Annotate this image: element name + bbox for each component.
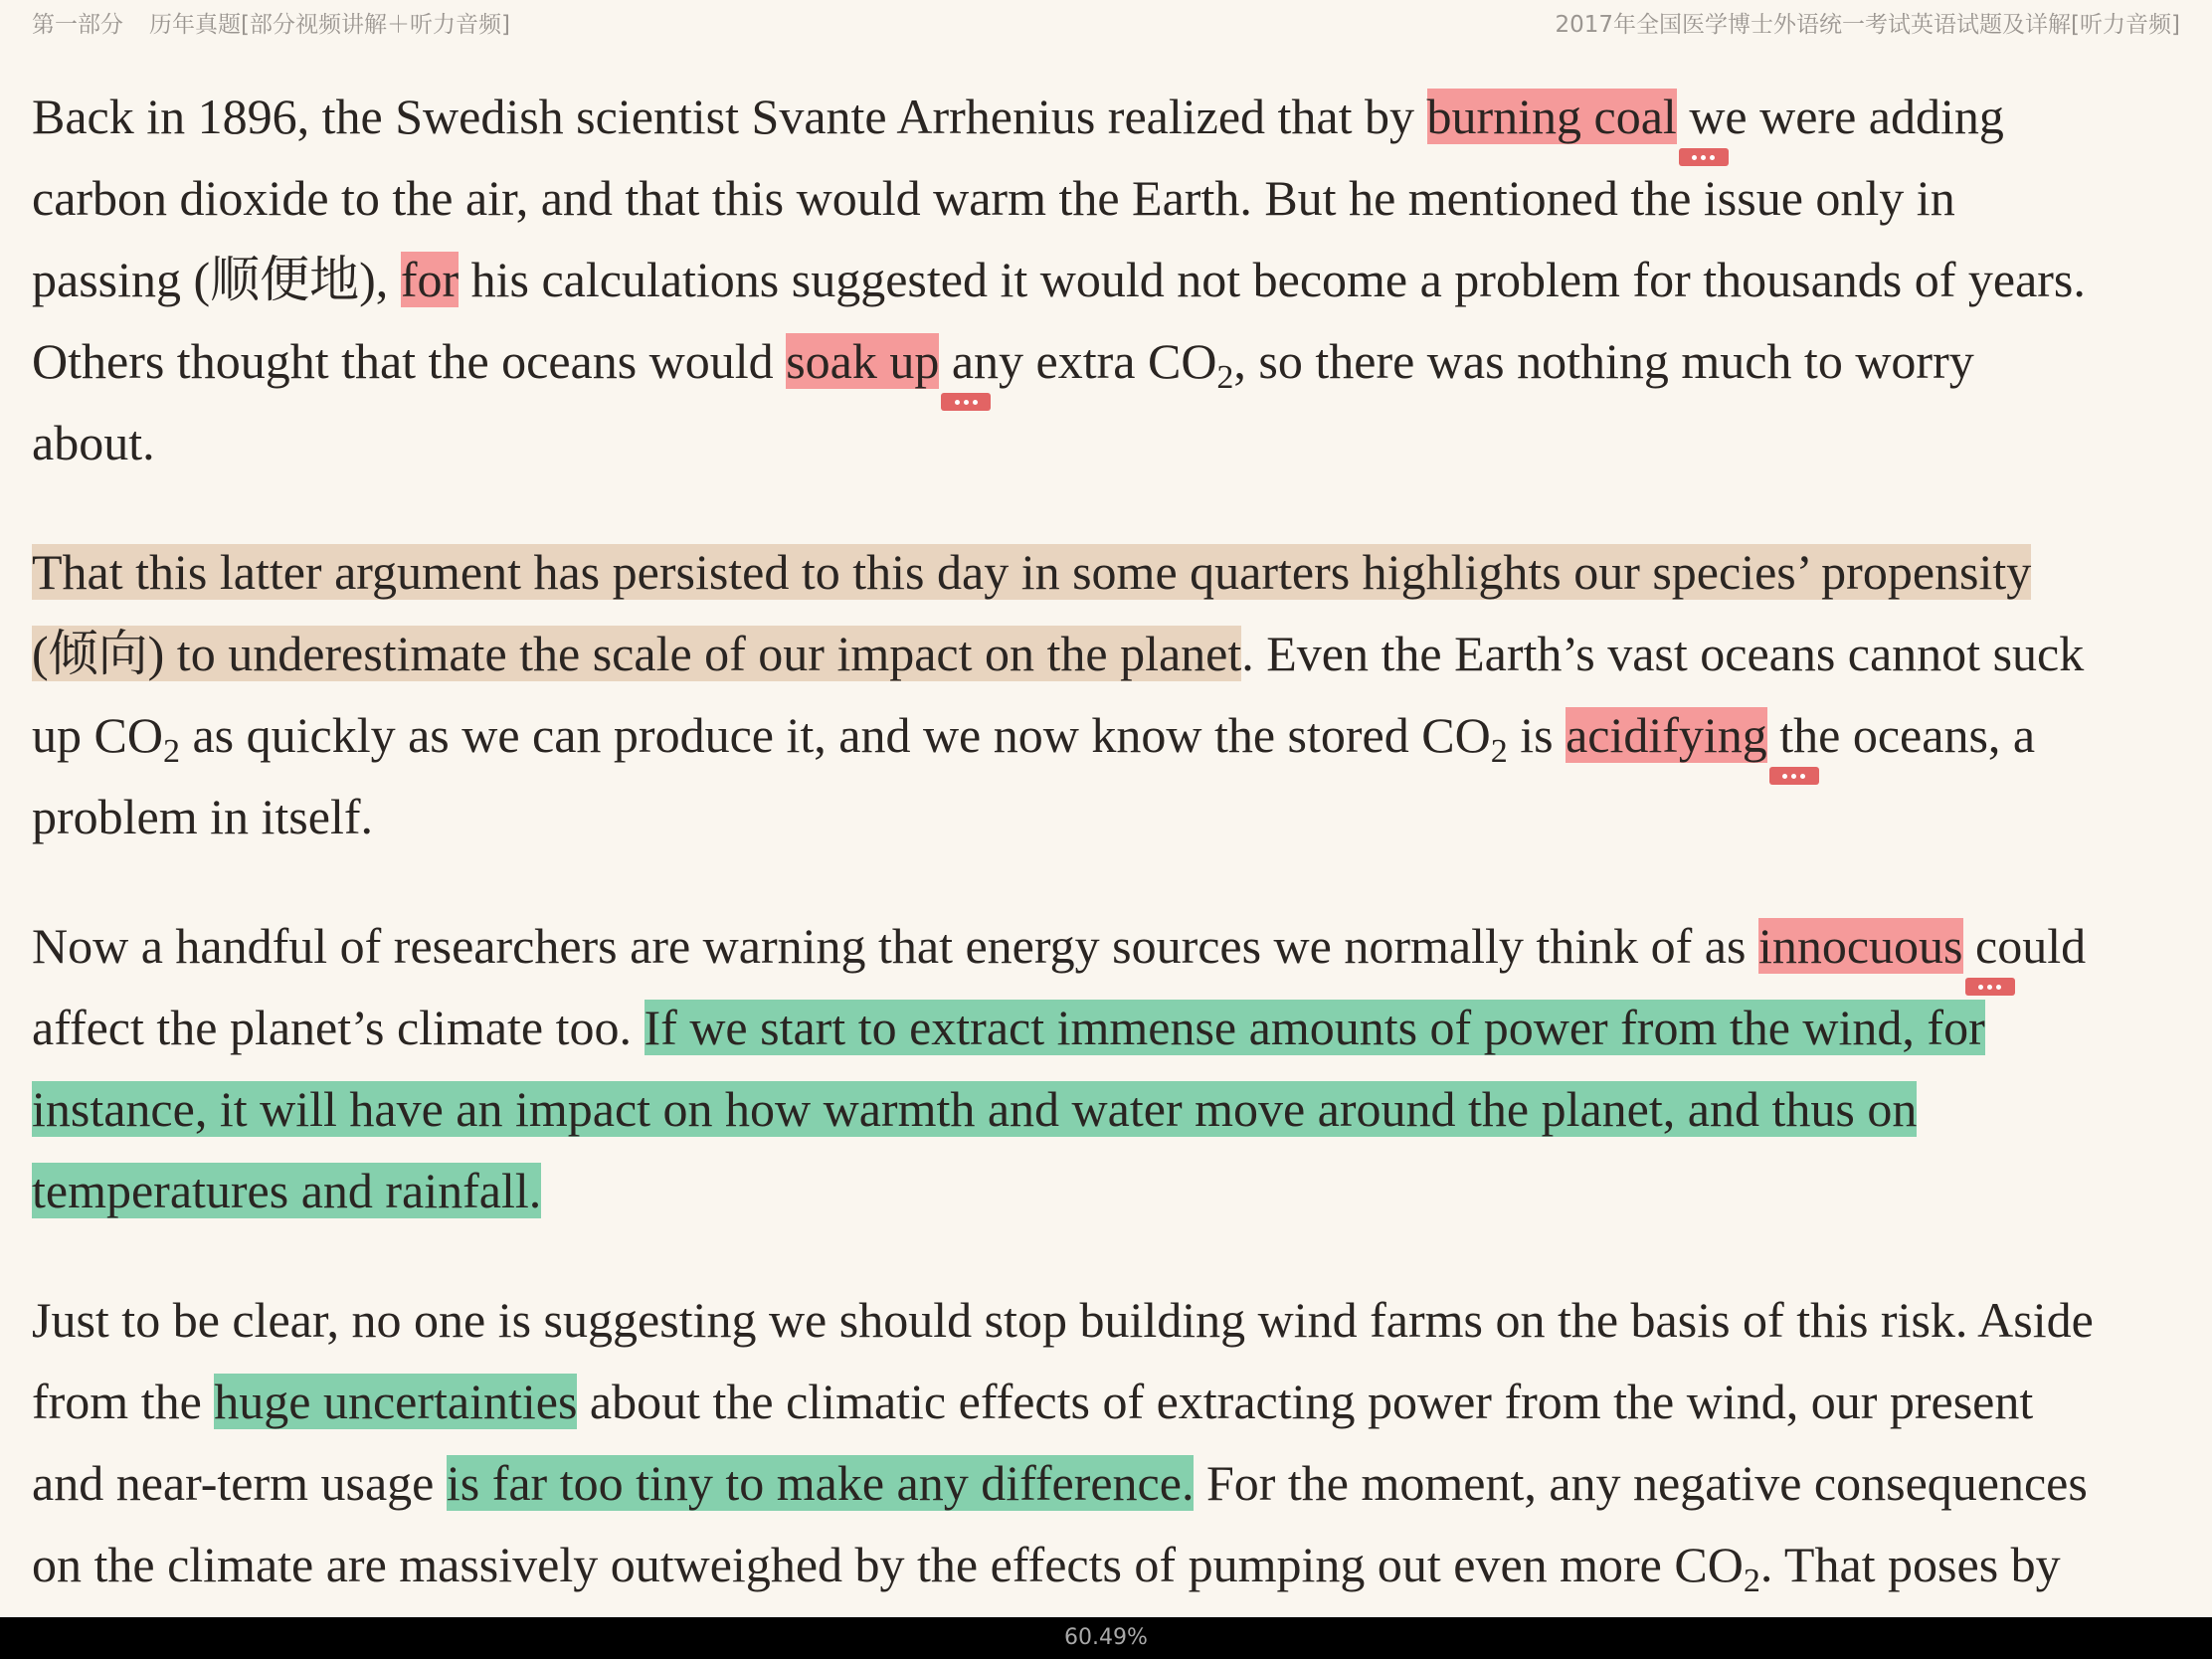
book-title: 2017年全国医学博士外语统一考试英语试题及详解[听力音频] — [1555, 12, 2180, 38]
note-highlight[interactable] — [1566, 707, 1767, 763]
note-more-icon[interactable] — [1965, 978, 2015, 996]
text-run: as quickly as we can produce it, and we now know the stored CO — [179, 707, 1491, 763]
note-highlight[interactable] — [1758, 918, 1963, 974]
green-highlight[interactable]: is far too tiny to make any difference. — [446, 1455, 1195, 1511]
subscript: 2 — [1216, 359, 1234, 396]
text-run: . Even the Earth’s vast oceans cannot suck — [1241, 626, 2085, 681]
text-run: on the climate are massively outweighed by the effects of pumping out even more CO — [32, 1537, 1744, 1592]
text-line: about. — [32, 415, 155, 470]
text-run: is — [1507, 707, 1567, 763]
quote-highlight[interactable]: That this latter argument has persisted to this day in some quarters highlights our species’ propensity — [32, 544, 2032, 600]
paragraph-1[interactable] — [32, 76, 2200, 483]
text-run: we were adding — [1676, 89, 2004, 144]
progress-bar — [0, 1617, 2212, 1659]
text-run: could — [1962, 918, 2087, 974]
text-run: about the climatic effects of extracting power from the wind, our present — [577, 1374, 2034, 1429]
text-run: from the — [32, 1374, 215, 1429]
text-line: carbon dioxide to the air, and that this would warm the Earth. But he mentioned the issue only in — [32, 170, 1955, 226]
paragraph-2[interactable] — [32, 531, 2200, 857]
highlight-text: innocuous — [1757, 918, 1963, 974]
text-run: the oceans, a — [1766, 707, 2036, 763]
note-highlight[interactable]: for — [400, 252, 460, 307]
paragraph-4[interactable] — [32, 1279, 2200, 1605]
text-run: Now a handful of researchers are warning that energy sources we normally think of as — [32, 918, 1758, 974]
green-highlight[interactable]: huge uncertainties — [214, 1374, 578, 1429]
note-more-icon[interactable] — [1679, 148, 1729, 166]
text-run: affect the planet’s climate too. — [32, 1000, 645, 1055]
header-breadcrumb — [32, 6, 510, 39]
text-run: For the moment, any negative consequences — [1194, 1455, 2088, 1511]
green-highlight[interactable]: instance, it will have an impact on how warmth and water move around the planet, and thus on — [32, 1081, 1918, 1137]
note-highlight[interactable] — [1427, 89, 1677, 144]
reader-header — [0, 0, 2212, 40]
text-run: Others thought that the oceans would — [32, 333, 787, 389]
text-run: and near-term usage — [32, 1455, 447, 1511]
highlight-text: burning coal — [1426, 89, 1677, 144]
section-label: 第一部分 — [32, 12, 123, 38]
quote-highlight[interactable]: (倾向) to underestimate the scale of our impact on the planet — [32, 626, 1242, 681]
text-run: his calculations suggested it would not become a problem for thousands of years. — [459, 252, 2086, 307]
progress-percent: 60.49% — [1064, 1625, 1148, 1650]
text-line: problem in itself. — [32, 789, 373, 844]
text-run: up CO — [32, 707, 163, 763]
highlight-text: acidifying — [1566, 707, 1767, 763]
note-more-icon[interactable] — [941, 393, 991, 411]
subscript: 2 — [1490, 733, 1508, 770]
paragraph-3[interactable] — [32, 905, 2200, 1231]
chapter-label: 历年真题[部分视频讲解＋听力音频] — [149, 12, 510, 38]
highlight-text: soak up — [786, 333, 940, 389]
text-line: Just to be clear, no one is suggesting we should stop building wind farms on the basis of this risk. Aside — [32, 1292, 2094, 1348]
note-more-icon[interactable] — [1769, 767, 1819, 785]
note-highlight[interactable] — [786, 333, 939, 389]
reading-content[interactable] — [32, 76, 2200, 1653]
subscript: 2 — [162, 733, 180, 770]
text-run: passing (顺便地), — [32, 252, 401, 307]
green-highlight[interactable]: temperatures and rainfall. — [32, 1163, 542, 1218]
text-run: any extra CO — [939, 333, 1217, 389]
green-highlight[interactable]: If we start to extract immense amounts of power from the wind, for — [644, 1000, 1985, 1055]
subscript: 2 — [1743, 1563, 1760, 1599]
text-run: . That poses by — [1759, 1537, 2061, 1592]
text-run: Back in 1896, the Swedish scientist Svante Arrhenius realized that by — [32, 89, 1427, 144]
text-run: , so there was nothing much to worry — [1233, 333, 1974, 389]
